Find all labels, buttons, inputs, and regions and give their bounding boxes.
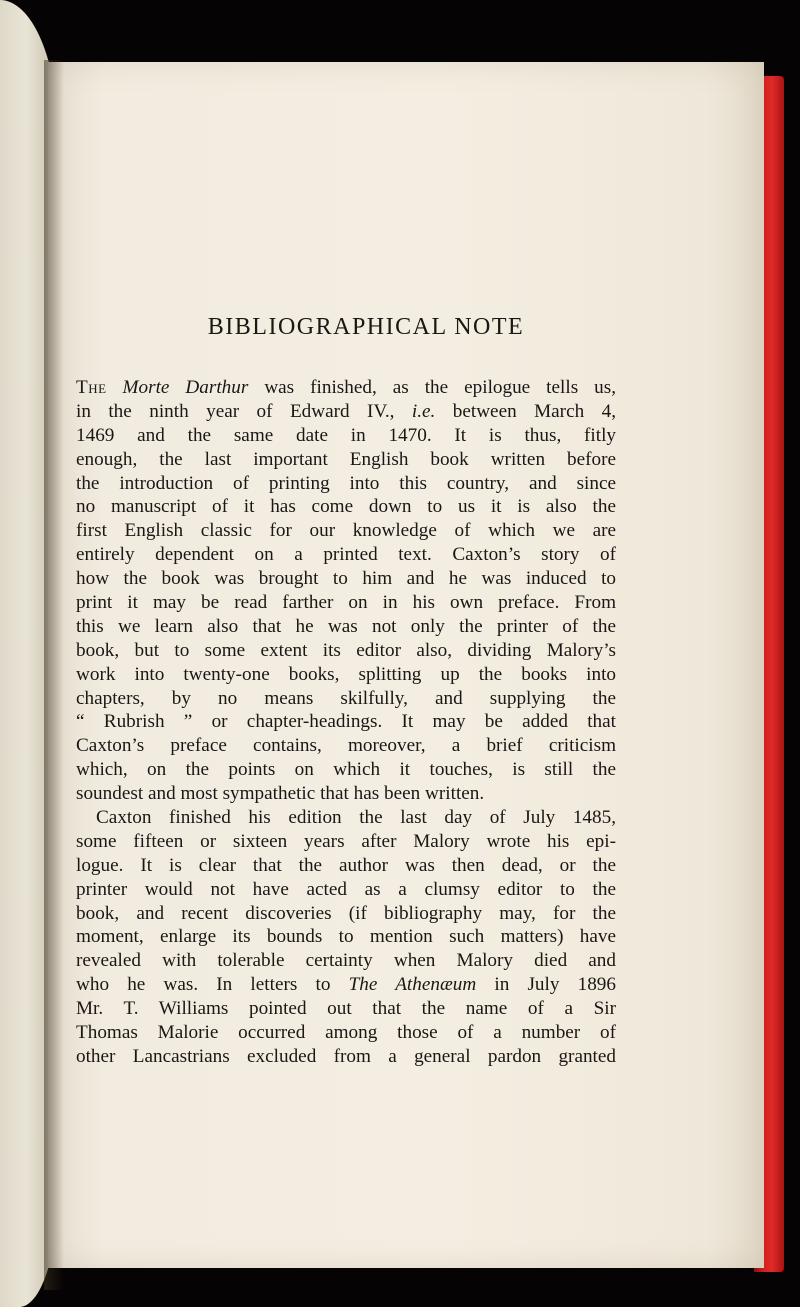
- text-line: other Lancastrians excluded from a general pardon granted: [76, 1045, 616, 1067]
- text-line: which, on the points on which it touches, is still the: [76, 759, 616, 781]
- text-line: [76, 400, 616, 424]
- text-line: revealed with tolerable certainty when Malory died and: [76, 950, 616, 972]
- text-line: [76, 376, 616, 400]
- text-line: moment, enlarge its bounds to mention such matters) have: [76, 926, 616, 948]
- text-line: entirely dependent on a printed text. Caxton’s story of: [76, 544, 616, 566]
- paragraph-1: [76, 376, 616, 806]
- text-line: Thomas Malorie occurred among those of a number of: [76, 1022, 616, 1044]
- text-line: [76, 973, 616, 997]
- text-line: the introduction of printing into this country, and since: [76, 472, 616, 494]
- text-line: “ Rubrish ” or chapter-headings. It may be added that: [76, 711, 616, 733]
- text-line: Caxton finished his edition the last day of July 1485,: [96, 807, 616, 829]
- text-line: Caxton’s preface contains, moreover, a brief criticism: [76, 735, 616, 757]
- text-line: chapters, by no means skilfully, and supplying the: [76, 687, 616, 709]
- text-line: Mr. T. Williams pointed out that the name of a Sir: [76, 998, 616, 1020]
- text-fragment: between March 4,: [452, 400, 617, 422]
- book-title: Morte Darthur: [122, 377, 249, 398]
- text-line: soundest and most sympathetic that has been written.: [76, 783, 485, 805]
- text-line: work into twenty-one books, splitting up the books into: [76, 663, 616, 685]
- text-line: printer would not have acted as a clumsy editor to the: [76, 878, 616, 900]
- text-line: book, and recent discoveries (if bibliography may, for the: [76, 902, 616, 924]
- page-text: [76, 312, 616, 1069]
- gutter-shadow: [44, 60, 64, 1290]
- text-line: book, but to some extent its editor also, dividing Malory’s: [76, 639, 616, 661]
- text-line: logue. It is clear that the author was then dead, or the: [76, 854, 616, 876]
- text-line: this we learn also that he was not only the printer of the: [76, 615, 616, 637]
- drop-word: The: [76, 377, 107, 398]
- text-line: first English classic for our knowledge of which we are: [76, 520, 616, 542]
- text-line: some fifteen or sixteen years after Malory wrote his epi-: [76, 830, 616, 852]
- text-line: enough, the last important English book written before: [76, 448, 616, 470]
- page-title: BIBLIOGRAPHICAL NOTE: [207, 314, 525, 340]
- text-line: print it may be read farther on in his own preface. From: [76, 592, 616, 614]
- text-line: 1469 and the same date in 1470. It is thus, fitly: [76, 424, 616, 446]
- text-fragment: who he was. In letters to: [76, 974, 331, 996]
- text-fragment: was finished, as the epilogue tells us,: [264, 377, 616, 398]
- paragraph-2: [76, 806, 616, 1069]
- text-fragment: in July 1896: [494, 974, 616, 996]
- italic-abbreviation: i.e.: [411, 400, 436, 422]
- text-line: no manuscript of it has come down to us it is also the: [76, 496, 616, 518]
- text-fragment: in the ninth year of Edward IV.,: [76, 400, 395, 422]
- text-line: how the book was brought to him and he was induced to: [76, 568, 616, 590]
- journal-title: The Athenæum: [348, 974, 477, 996]
